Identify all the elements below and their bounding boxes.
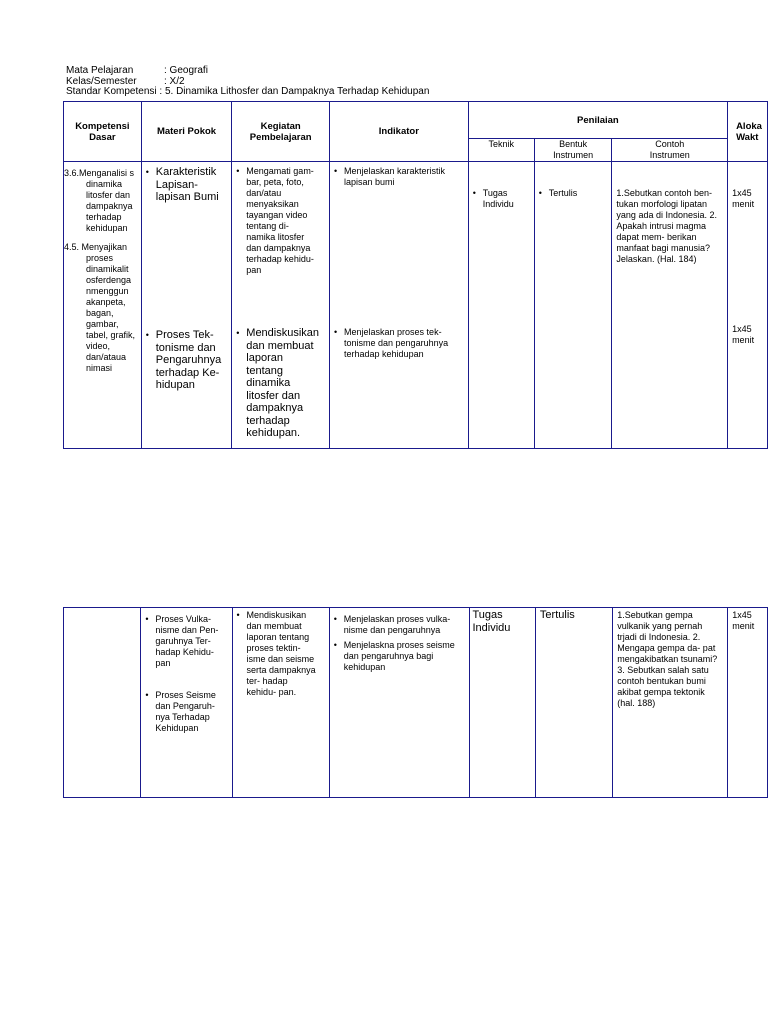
materi-pokok-cell xyxy=(141,162,232,449)
teknik-cell xyxy=(468,162,534,449)
alokasi-waktu-cell xyxy=(728,608,768,798)
teknik-value: Tugas Individu xyxy=(472,609,511,634)
contoh-value: 1.Sebutkan gempa vulkanik yang pernah trjadi di Indonesia. 2. Mengapa gempa da- pat mengakibatkan tsunami? 3. Sebutkan salah satu contoh bentukan bumi akibat gempa tektonik (hal. 188) xyxy=(617,610,718,708)
teknik-cell xyxy=(469,608,535,798)
contoh-instrumen-cell xyxy=(612,162,728,449)
header-kegiatan-pembelajaran: Kegiatan Pembelajaran xyxy=(232,102,330,162)
header-bentuk-instrumen: Bentuk Instrumen xyxy=(534,139,612,162)
kelas-value: : X/2 xyxy=(164,75,185,87)
kegiatan-item: • Mendiskusikan dan membuat laporan tentang proses tektin- isme dan seisme serta dampaknya ter- hadap kehidu- pan. xyxy=(233,610,317,698)
kompetensi-dasar-cell xyxy=(64,162,142,449)
header-penilaian: Penilaian xyxy=(468,102,727,139)
materi-pokok-cell xyxy=(141,608,232,798)
indikator-item: • Menjelaskan proses tek- tonisme dan pengaruhnya terhadap kehidupan xyxy=(330,327,460,360)
standar-row xyxy=(66,87,429,98)
mata-pelajaran-row xyxy=(66,66,429,77)
header-contoh-instrumen: Contoh Instrumen xyxy=(612,139,728,162)
bentuk-value: • Tertulis xyxy=(535,188,612,199)
contoh-instrumen-cell xyxy=(613,608,728,798)
indikator-item: • Menjelaskan karakteristik lapisan bumi xyxy=(330,166,460,188)
alokasi-waktu-cell xyxy=(728,162,768,449)
standar-value: : 5. Dinamika Lithosfer dan Dampaknya Terhadap Kehidupan xyxy=(159,86,430,97)
kegiatan-pembelajaran-cell xyxy=(232,162,330,449)
header-indikator: Indikator xyxy=(330,102,469,162)
kegiatan-item: • Mengamati gam- bar, peta, foto, dan/atau menyaksikan tayangan video tentang di- namika litosfer dan dampaknya terhadap kehidu- pan xyxy=(232,166,315,276)
header-materi-pokok: Materi Pokok xyxy=(141,102,232,162)
indikator-item: • Menjelaskna proses seisme dan pengaruhnya bagi kehidupan xyxy=(330,640,461,673)
indikator-cell xyxy=(329,608,469,798)
bentuk-instrumen-cell xyxy=(534,162,612,449)
silabus-table-2 xyxy=(63,607,768,798)
bentuk-instrumen-cell xyxy=(535,608,612,798)
materi-item: • Proses Vulka- nisme dan Pen- garuhnya Ter- hadap Kehidu- pan xyxy=(141,614,223,669)
materi-item: • Proses Tek- tonisme dan Pengaruhnya terhadap Ke- hidupan xyxy=(142,329,226,392)
alokasi-value: 1x45 menit xyxy=(732,324,755,345)
alokasi-value: 1x45 menit xyxy=(732,188,755,209)
bentuk-value: Tertulis xyxy=(539,609,575,621)
contoh-value: 1.Sebutkan contoh ben- tukan morfologi lipatan yang ada di Indonesia. 2. Apakah intrusi magma dapat mem- berikan manfaat bagi manusia? Jelaskan. (Hal. 184) xyxy=(616,188,717,264)
mata-pelajaran-value: : Geografi xyxy=(164,65,208,76)
teknik-value: • Tugas Individu xyxy=(469,188,524,210)
mata-pelajaran-label: Mata Pelajaran xyxy=(66,65,134,76)
document-header xyxy=(66,66,429,98)
materi-item: • Proses Seisme dan Pengaruh- nya Terhadap Kehidupan xyxy=(141,690,223,734)
indikator-cell xyxy=(330,162,469,449)
materi-item: • Karakteristik Lapisan- lapisan Bumi xyxy=(142,166,226,204)
silabus-table-1 xyxy=(63,101,768,449)
kompetensi-dasar-cell xyxy=(64,608,141,798)
kompetensi-item: 4.5. Menyajikan proses dinamikalit osferdenga nmenggun akanpeta, bagan, gambar, tabel, grafik, video, dan/ataua nimasi xyxy=(64,242,136,373)
header-kompetensi-dasar: Kompetensi Dasar xyxy=(64,102,142,162)
header-alokasi-waktu: Aloka Wakt xyxy=(728,102,768,162)
header-teknik: Teknik xyxy=(468,139,534,162)
kompetensi-item: 3.6.Menganalisi s dinamika litosfer dan dampaknya terhadap kehidupan xyxy=(64,168,135,233)
alokasi-value: 1x45 menit xyxy=(732,610,755,631)
kelas-label: Kelas/Semester xyxy=(66,75,137,87)
kegiatan-pembelajaran-cell xyxy=(232,608,329,798)
indikator-item: • Menjelaskan proses vulka- nisme dan pengaruhnya xyxy=(330,614,461,636)
kegiatan-item: • Mendiskusikan dan membuat laporan tentang dinamika litosfer dan dampaknya terhadap kehidupan. xyxy=(232,327,321,440)
standar-label: Standar Kompetensi xyxy=(66,86,157,97)
